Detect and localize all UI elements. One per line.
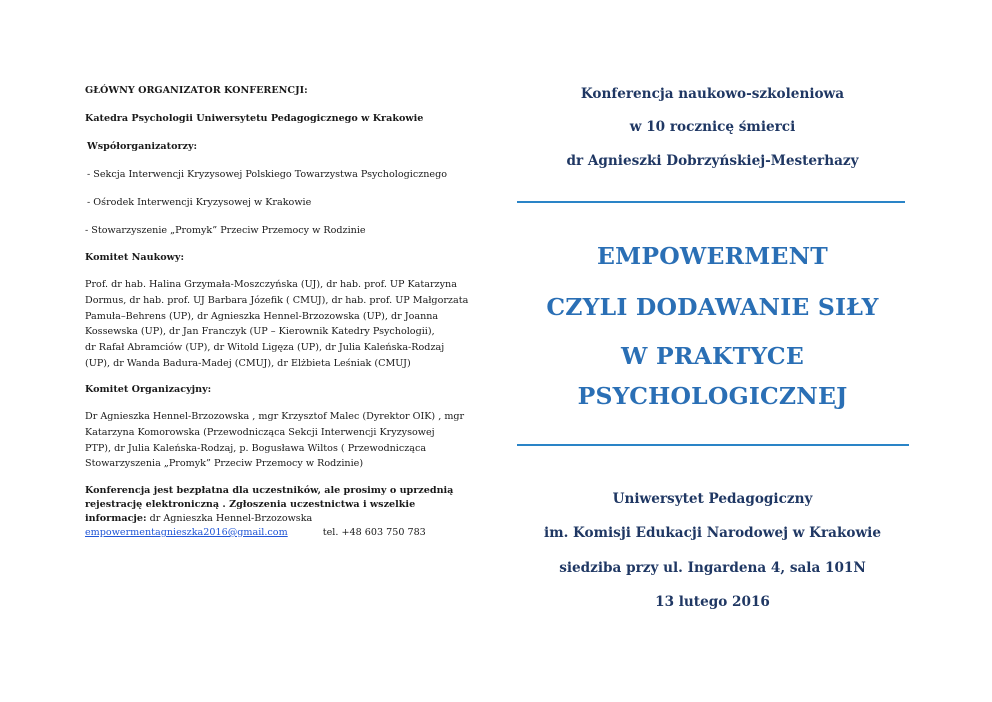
coorganizer-item: - Ośrodek Interwencji Kryzysowej w Krakowie — [87, 197, 312, 208]
member-line: PTP), dr Julia Kaleńska-Rodzaj, p. Bogusława Wiltos ( Przewodnicząca — [85, 442, 427, 454]
divider-bottom — [517, 444, 909, 446]
member-line: Dormus, dr hab. prof. UJ Barbara Józefik ( CMUJ), dr hab. prof. UP Małgorzata — [85, 294, 469, 306]
notice-line: rejestrację elektroniczną . Zgłoszenia uczestnictwa i wszelkie — [85, 499, 416, 510]
member-line: Pamuła–Behrens (UP), dr Agnieszka Hennel-Brzozowska (UP), dr Joanna — [85, 310, 439, 322]
coorganizer-item: - Sekcja Interwencji Kryzysowej Polskiego Towarzystwa Psychologicznego — [87, 169, 448, 180]
venue-university: Uniwersytet Pedagogiczny — [612, 491, 813, 507]
venue-address: siedziba przy ul. Ingardena 4, sala 101N — [559, 560, 866, 576]
organizing-committee-members — [85, 409, 464, 472]
email-link[interactable]: empowermentagnieszka2016@gmail.com — [85, 527, 288, 538]
divider-top — [517, 201, 905, 203]
coorganizers-heading: Współorganizatorzy: — [87, 141, 198, 152]
notice-line: Konferencja jest bezpłatna dla uczestników, ale prosimy o uprzednią — [85, 485, 454, 496]
conference-type: Konferencja naukowo-szkoleniowa — [580, 86, 845, 102]
anniversary-line: w 10 rocznicę śmierci — [629, 119, 796, 135]
member-line: Dr Agnieszka Hennel-Brzozowska , mgr Krzysztof Malec (Dyrektor OIK) , mgr — [85, 411, 465, 422]
member-line: Prof. dr hab. Halina Grzymała-Moszczyńska (UJ), dr hab. prof. UP Katarzyna — [85, 279, 457, 290]
coorganizer-item: - Stowarzyszenie „Promyk” Przeciw Przemocy w Rodzinie — [85, 225, 366, 236]
member-line: Kossewska (UP), dr Jan Franczyk (UP – Kierownik Katedry Psychologii), — [85, 326, 435, 338]
main-title-line: W PRAKTYCE — [621, 342, 804, 370]
main-title-line: PSYCHOLOGICZNEJ — [577, 382, 848, 410]
info-label: informacje: — [85, 513, 147, 524]
organizing-committee-heading: Komitet Organizacyjny: — [85, 384, 212, 395]
venue-university-full: im. Komisji Edukacji Narodowej w Krakowie — [544, 525, 881, 541]
member-line: Katarzyna Komorowska (Przewodnicząca Sekcji Interwencji Kryzysowej — [85, 426, 435, 438]
registration-notice — [85, 484, 505, 540]
member-line: (UP), dr Wanda Badura-Madej (CMUJ), dr Elżbieta Leśniak (CMUJ) — [85, 357, 411, 369]
main-organizer: Katedra Psychologii Uniwersytetu Pedagogicznego w Krakowie — [85, 113, 424, 124]
member-line: Stowarzyszenia „Promyk” Przeciw Przemocy w Rodzinie) — [85, 458, 364, 470]
event-date: 13 lutego 2016 — [655, 594, 770, 610]
contact-person: dr Agnieszka Hennel-Brzozowska — [146, 513, 313, 524]
main-organizer-heading: GŁÓWNY ORGANIZATOR KONFERENCJI: — [85, 85, 308, 96]
commemorated-person: dr Agnieszki Dobrzyńskiej-Mesterhazy — [566, 153, 859, 169]
main-title-line: EMPOWERMENT — [597, 242, 828, 270]
scientific-committee-heading: Komitet Naukowy: — [85, 252, 185, 263]
phone-number: tel. +48 603 750 783 — [322, 527, 426, 538]
scientific-committee-members — [85, 277, 468, 372]
main-title-line: CZYLI DODAWANIE SIŁY — [546, 293, 879, 321]
member-line: dr Rafał Abramciów (UP), dr Witold Ligęza (UP), dr Julia Kaleńska-Rodzaj — [85, 342, 445, 354]
